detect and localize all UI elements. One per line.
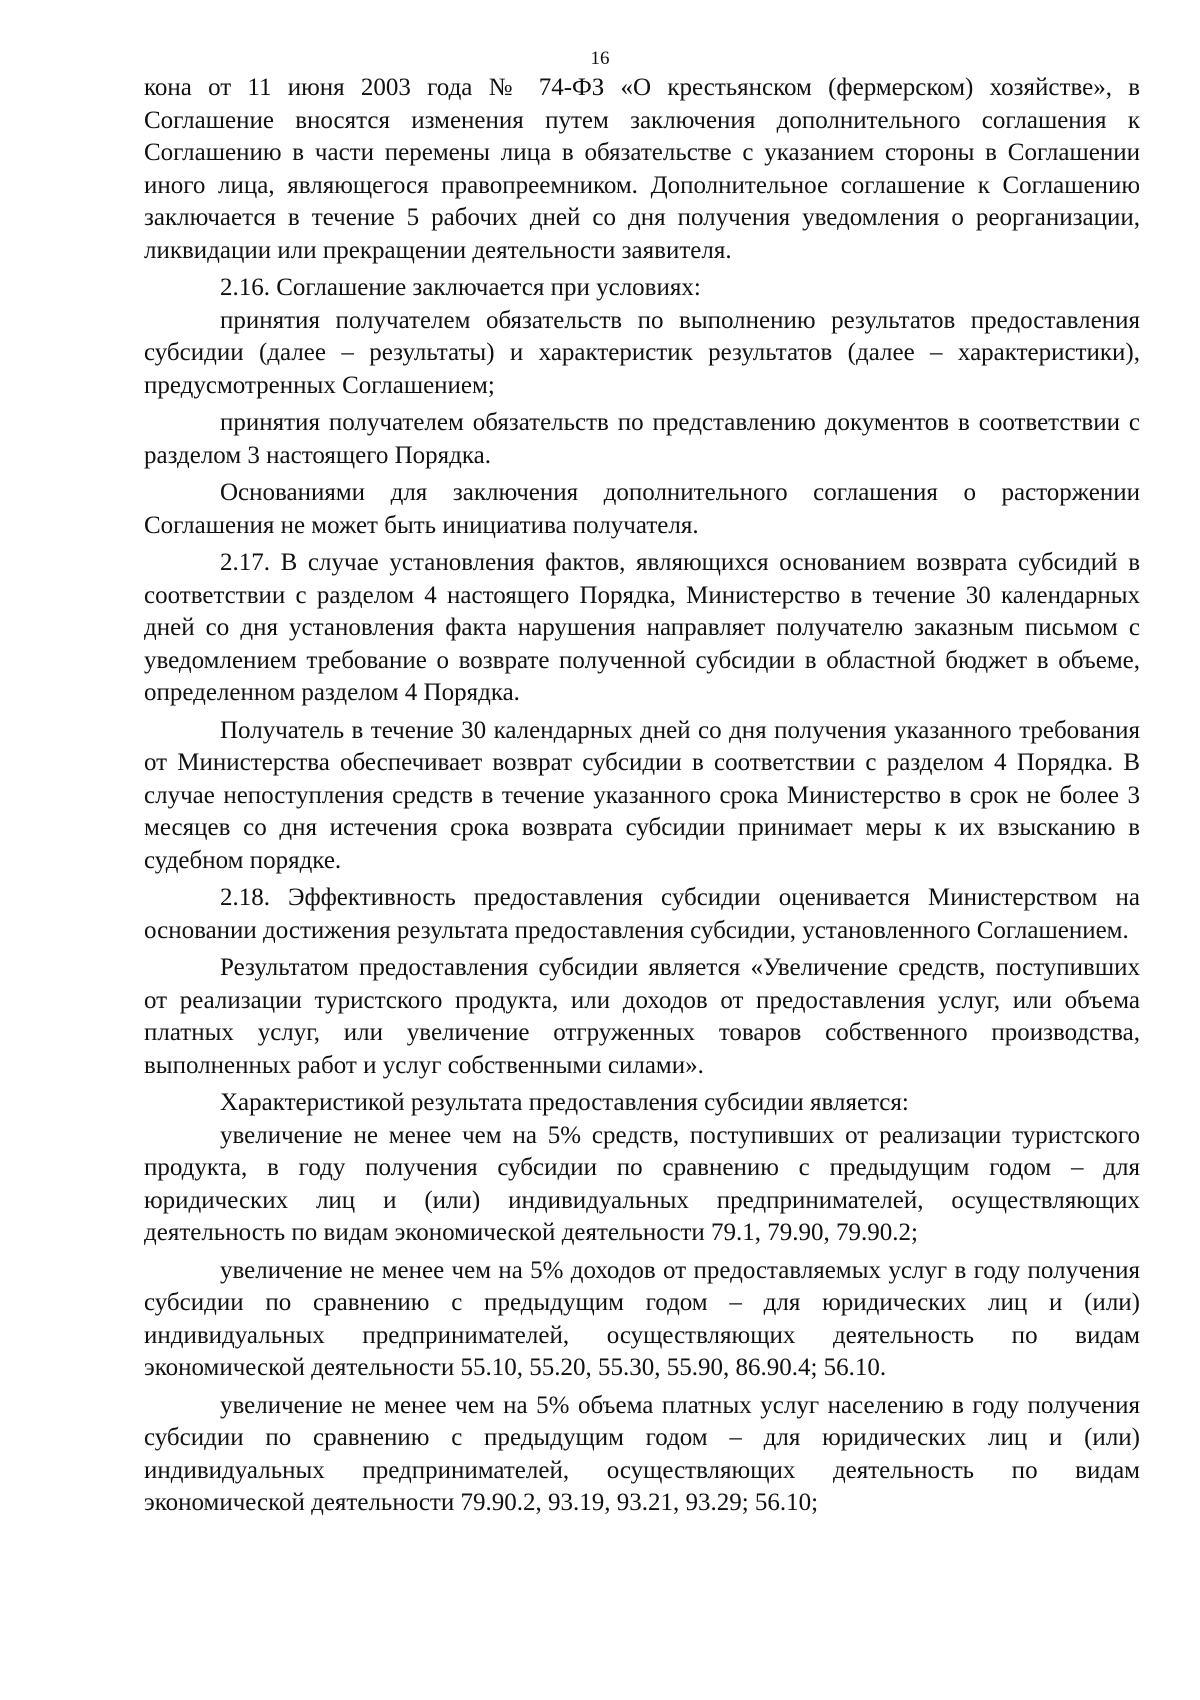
paragraph-2-16-heading: 2.16. Соглашение заключается при условиях: xyxy=(220,274,701,301)
document-body xyxy=(144,72,1140,1525)
paragraph-2-18: 2.18. Эффективность предоставления субсидии оценивается Министерством на основании достижения результата предоставления субсидии, установленного Соглашением. xyxy=(144,884,1140,944)
paragraph-condition-results: принятия получателем обязательств по выполнению результатов предоставления субсидии (далее – результаты) и характеристик результатов (далее – характеристики), предусмотренных Соглашением; xyxy=(144,306,1140,399)
paragraph-termination-grounds: Основаниями для заключения дополнительного соглашения о расторжении Соглашения не может быть инициатива получателя. xyxy=(144,479,1140,539)
paragraph-characteristic-services: увеличение не менее чем на 5% доходов от предоставляемых услуг в году получения субсидии по сравнению с предыдущим годом – для юридических лиц и (или) индивидуальных предпринимателей, осуществляющих деятельность по видам экономической деятельности 55.10, 55.20, 55.30, 55.90, 86.90.4; 56.10. xyxy=(144,1256,1140,1381)
paragraph-2-17: 2.17. В случае установления фактов, являющихся основанием возврата субсидий в соответствии с разделом 4 настоящего Порядка, Министерство в течение 30 календарных дней со дня установления факта нарушения направляет получателю заказным письмом с уведомлением требование о возврате полученной субсидии в областной бюджет в объеме, определенном разделом 4 Порядка. xyxy=(144,549,1140,706)
paragraph-result-definition: Результатом предоставления субсидии является «Увеличение средств, поступивших от реализации туристского продукта, или доходов от предоставления услуг, или объема платных услуг, или увеличение отгруженных товаров собственного производства, выполненных работ и услуг собственными силами». xyxy=(144,954,1140,1079)
paragraph-refund: Получатель в течение 30 календарных дней со дня получения указанного требования от Министерства обеспечивает возврат субсидии в соответствии с разделом 4 Порядка. В случае непоступления средств в течение указанного срока Министерство в срок не более 3 месяцев со дня истечения срока возврата субсидии принимает меры к их взысканию в судебном порядке. xyxy=(144,716,1140,874)
paragraph-characteristic-tourism: увеличение не менее чем на 5% средств, поступивших от реализации туристского продукта, в году получения субсидии по сравнению с предыдущим годом – для юридических лиц и (или) индивидуальных предпринимателей, осуществляющих деятельность по видам экономической деятельности 79.1, 79.90, 79.90.2; xyxy=(144,1121,1140,1246)
paragraph-condition-documents: принятия получателем обязательств по представлению документов в соответствии с разделом 3 настоящего Порядка. xyxy=(144,409,1140,469)
paragraph-characteristic-heading: Характеристикой результата предоставления субсидии является: xyxy=(220,1089,909,1116)
paragraph-characteristic-paid-services: увеличение не менее чем на 5% объема платных услуг населению в году получения субсидии по сравнению с предыдущим годом – для юридических лиц и (или) индивидуальных предпринимателей, осуществляющих деятельность по видам экономической деятельности 79.90.2, 93.19, 93.21, 93.29; 56.10; xyxy=(144,1391,1140,1516)
page-number: 16 xyxy=(590,48,610,69)
paragraph-continuation: кона от 11 июня 2003 года № 74-ФЗ «О крестьянском (фермерском) хозяйстве», в Соглашение вносятся изменения путем заключения дополнительного соглашения к Соглашению в части перемены лица в обязательстве с указанием стороны в Соглашении иного лица, являющегося правопреемником. Дополнительное соглашение к Соглашению заключается в течение 5 рабочих дней со дня получения уведомления о реорганизации, ликвидации или прекращении деятельности заявителя. xyxy=(144,74,1140,264)
